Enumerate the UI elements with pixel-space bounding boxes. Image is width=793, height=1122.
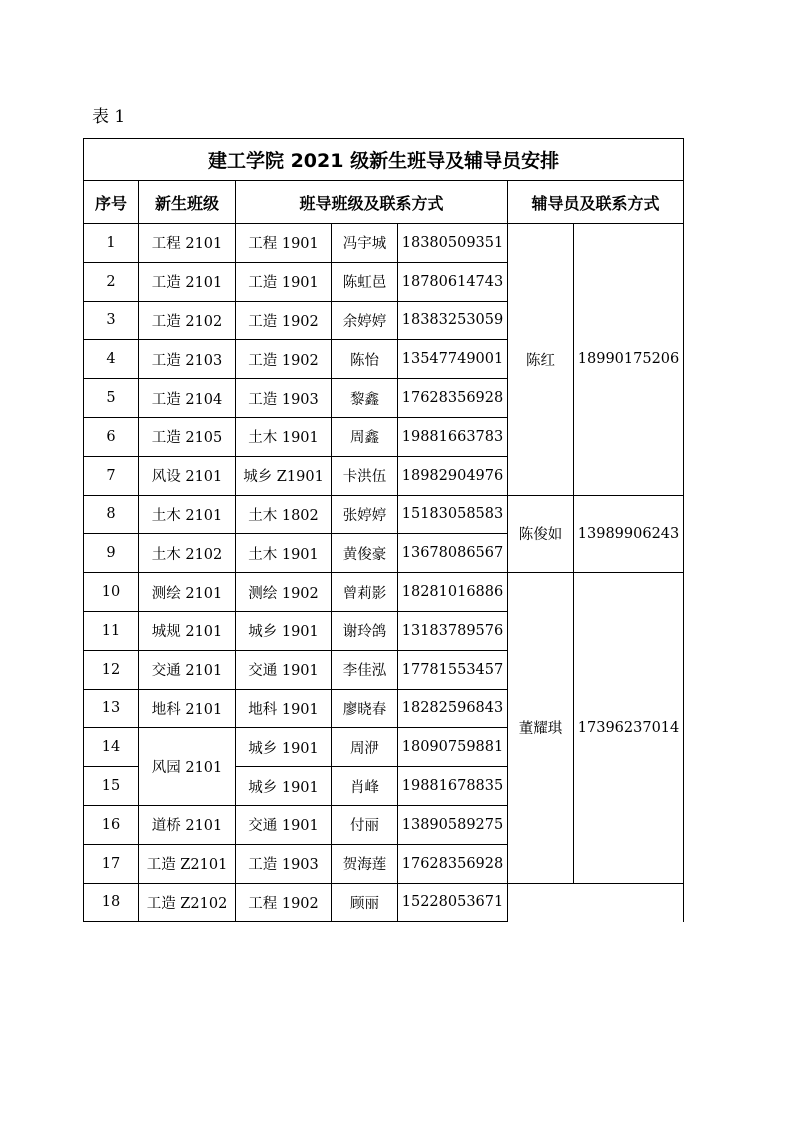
guide-phone-cell: 19881663783 xyxy=(398,417,508,456)
seq-cell: 10 xyxy=(84,573,139,612)
guide-class-cell: 工造 1901 xyxy=(236,262,332,301)
seq-cell: 11 xyxy=(84,611,139,650)
header-counselor: 辅导员及联系方式 xyxy=(508,181,684,224)
new-class-cell: 城规 2101 xyxy=(139,611,236,650)
new-class-cell: 工造 Z2101 xyxy=(139,844,236,883)
seq-cell: 15 xyxy=(84,767,139,806)
new-class-cell: 工造 2105 xyxy=(139,417,236,456)
table-row xyxy=(84,224,684,263)
guide-name-cell: 付丽 xyxy=(332,805,398,844)
guide-phone-cell: 18780614743 xyxy=(398,262,508,301)
guide-name-cell: 黎鑫 xyxy=(332,379,398,418)
new-class-cell: 工造 Z2102 xyxy=(139,883,236,922)
guide-phone-cell: 18282596843 xyxy=(398,689,508,728)
guide-phone-cell: 17628356928 xyxy=(398,844,508,883)
counselor-name-cell: 董耀琪 xyxy=(508,573,574,883)
seq-cell: 8 xyxy=(84,495,139,534)
seq-cell: 14 xyxy=(84,728,139,767)
guide-phone-cell: 18982904976 xyxy=(398,456,508,495)
guide-name-cell: 廖晓春 xyxy=(332,689,398,728)
new-class-cell: 工造 2102 xyxy=(139,301,236,340)
table-title: 建工学院 2021 级新生班导及辅导员安排 xyxy=(84,139,684,181)
guide-phone-cell: 18380509351 xyxy=(398,224,508,263)
header-seq: 序号 xyxy=(84,181,139,224)
guide-phone-cell: 18383253059 xyxy=(398,301,508,340)
seq-cell: 9 xyxy=(84,534,139,573)
guide-name-cell: 卡洪伍 xyxy=(332,456,398,495)
guide-class-cell: 工程 1902 xyxy=(236,883,332,922)
guide-name-cell: 陈虹邑 xyxy=(332,262,398,301)
table-caption: 表 1 xyxy=(92,107,126,127)
guide-name-cell: 陈怡 xyxy=(332,340,398,379)
guide-name-cell: 周洢 xyxy=(332,728,398,767)
guide-class-cell: 城乡 1901 xyxy=(236,767,332,806)
guide-name-cell: 李佳泓 xyxy=(332,650,398,689)
guide-name-cell: 顾丽 xyxy=(332,883,398,922)
guide-name-cell: 肖峰 xyxy=(332,767,398,806)
table-row xyxy=(84,495,684,534)
guide-class-cell: 土木 1901 xyxy=(236,534,332,573)
header-guide: 班导班级及联系方式 xyxy=(236,181,508,224)
assignment-table xyxy=(83,138,684,922)
guide-phone-cell: 17628356928 xyxy=(398,379,508,418)
table-body xyxy=(84,224,684,922)
guide-name-cell: 黄俊豪 xyxy=(332,534,398,573)
guide-class-cell: 测绘 1902 xyxy=(236,573,332,612)
guide-name-cell: 谢玲鸽 xyxy=(332,611,398,650)
guide-phone-cell: 13678086567 xyxy=(398,534,508,573)
new-class-cell: 风设 2101 xyxy=(139,456,236,495)
new-class-cell: 工造 2101 xyxy=(139,262,236,301)
guide-class-cell: 土木 1901 xyxy=(236,417,332,456)
guide-phone-cell: 18090759881 xyxy=(398,728,508,767)
seq-cell: 17 xyxy=(84,844,139,883)
guide-phone-cell: 19881678835 xyxy=(398,767,508,806)
new-class-cell: 风园 2101 xyxy=(139,728,236,806)
guide-class-cell: 工造 1902 xyxy=(236,340,332,379)
guide-phone-cell: 13547749001 xyxy=(398,340,508,379)
counselor-phone-cell: 17396237014 xyxy=(574,573,684,883)
guide-phone-cell: 17781553457 xyxy=(398,650,508,689)
guide-class-cell: 交通 1901 xyxy=(236,805,332,844)
seq-cell: 3 xyxy=(84,301,139,340)
new-class-cell: 土木 2102 xyxy=(139,534,236,573)
seq-cell: 13 xyxy=(84,689,139,728)
new-class-cell: 工造 2104 xyxy=(139,379,236,418)
guide-class-cell: 工程 1901 xyxy=(236,224,332,263)
seq-cell: 12 xyxy=(84,650,139,689)
guide-class-cell: 土木 1802 xyxy=(236,495,332,534)
new-class-cell: 交通 2101 xyxy=(139,650,236,689)
guide-phone-cell: 13183789576 xyxy=(398,611,508,650)
guide-class-cell: 工造 1903 xyxy=(236,844,332,883)
guide-phone-cell: 15228053671 xyxy=(398,883,508,922)
guide-class-cell: 城乡 1901 xyxy=(236,728,332,767)
new-class-cell: 测绘 2101 xyxy=(139,573,236,612)
guide-class-cell: 交通 1901 xyxy=(236,650,332,689)
new-class-cell: 地科 2101 xyxy=(139,689,236,728)
counselor-name-cell: 陈红 xyxy=(508,224,574,496)
guide-class-cell: 城乡 1901 xyxy=(236,611,332,650)
guide-class-cell: 城乡 Z1901 xyxy=(236,456,332,495)
seq-cell: 16 xyxy=(84,805,139,844)
guide-class-cell: 工造 1902 xyxy=(236,301,332,340)
seq-cell: 5 xyxy=(84,379,139,418)
guide-name-cell: 贺海莲 xyxy=(332,844,398,883)
counselor-phone-cell: 13989906243 xyxy=(574,495,684,573)
guide-name-cell: 周鑫 xyxy=(332,417,398,456)
counselor-phone-cell: 18990175206 xyxy=(574,224,684,496)
seq-cell: 4 xyxy=(84,340,139,379)
guide-phone-cell: 18281016886 xyxy=(398,573,508,612)
seq-cell: 7 xyxy=(84,456,139,495)
guide-name-cell: 曾莉影 xyxy=(332,573,398,612)
new-class-cell: 道桥 2101 xyxy=(139,805,236,844)
seq-cell: 6 xyxy=(84,417,139,456)
seq-cell: 18 xyxy=(84,883,139,922)
counselor-name-cell: 陈俊如 xyxy=(508,495,574,573)
header-new-class: 新生班级 xyxy=(139,181,236,224)
table-row xyxy=(84,573,684,612)
guide-name-cell: 余婷婷 xyxy=(332,301,398,340)
new-class-cell: 工造 2103 xyxy=(139,340,236,379)
seq-cell: 2 xyxy=(84,262,139,301)
guide-class-cell: 工造 1903 xyxy=(236,379,332,418)
guide-name-cell: 张婷婷 xyxy=(332,495,398,534)
new-class-cell: 土木 2101 xyxy=(139,495,236,534)
guide-phone-cell: 15183058583 xyxy=(398,495,508,534)
new-class-cell: 工程 2101 xyxy=(139,224,236,263)
guide-name-cell: 冯宇城 xyxy=(332,224,398,263)
seq-cell: 1 xyxy=(84,224,139,263)
guide-phone-cell: 13890589275 xyxy=(398,805,508,844)
table-row xyxy=(84,883,684,922)
guide-class-cell: 地科 1901 xyxy=(236,689,332,728)
